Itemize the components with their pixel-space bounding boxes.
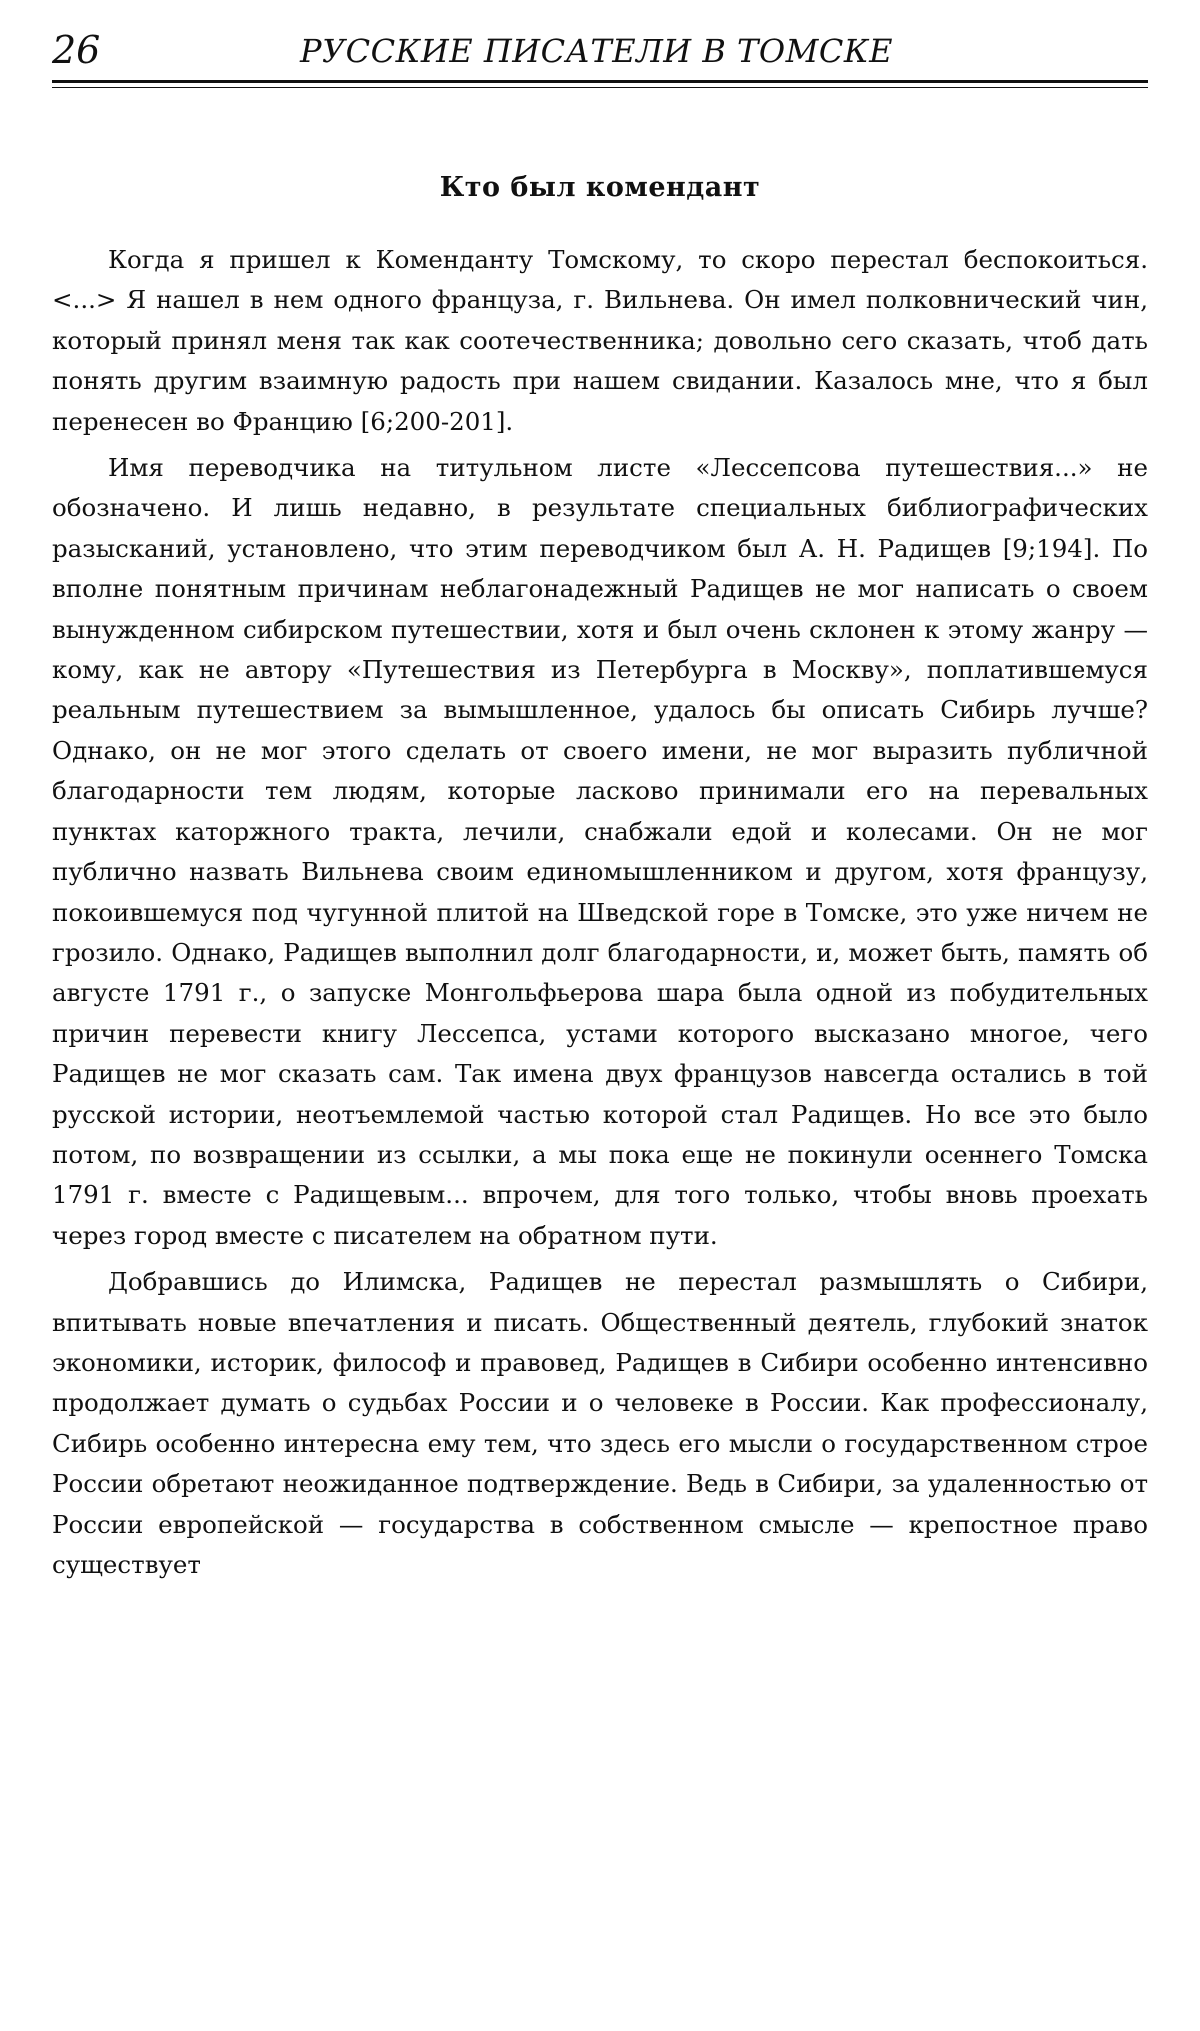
section-title: Кто был комендант bbox=[439, 172, 761, 203]
page-header bbox=[52, 26, 1148, 82]
book-page bbox=[52, 26, 1148, 1585]
paragraph-quote: Когда я пришел к Коменданту Томскому, то скоро перестал беспокоиться. <...> Я нашел в нем одного француза, г. Вильнева. Он имел полковнический чин, который принял меня так как соотечественника; довольно сего сказать, чтоб дать понять другим взаимную радость при нашем свидании. Казалось мне, что я был перенесен во Францию [6;200-201]. bbox=[52, 245, 1148, 436]
paragraph-ilimsk: Добравшись до Илимска, Радищев не перестал размышлять о Сибири, впитывать новые впечатления и писать. Общественный деятель, глубокий знаток экономики, историк, философ и правовед, Радищев в Сибири особенно интенсивно продолжает думать о судьбах России и о человеке в России. Как профессионалу, Сибирь особенно интересна ему тем, что здесь его мысли о государственном строе России обретают неожиданное подтверждение. Ведь в Сибири, за удаленностью от России европейской — государства в собственном смысле — крепостное право существует bbox=[52, 1267, 1148, 1579]
body-text bbox=[52, 240, 1148, 1585]
header-rule-thick bbox=[52, 80, 1148, 83]
header-rule-thin bbox=[52, 87, 1148, 88]
running-title: РУССКИЕ ПИСАТЕЛИ В ТОМСКЕ bbox=[300, 32, 893, 70]
paragraph-translator: Имя переводчика на титульном листе «Лессепсова путешествия...» не обозначено. И лишь недавно, в результате специальных библиографических разысканий, установлено, что этим переводчиком был А. Н. Радищев [9;194]. По вполне понятным причинам неблагонадежный Радищев не мог написать о своем вынужденном сибирском путешествии, хотя и был очень склонен к этому жанру — кому, как не автору «Путешествия из Петербурга в Москву», поплатившемуся реальным путешествием за вымышленное, удалось бы описать Сибирь лучше? Однако, он не мог этого сделать от своего имени, не мог выразить публичной благодарности тем людям, которые ласково принимали его на перевальных пунктах каторжного тракта, лечили, снабжали едой и колесами. Он не мог публично назвать Вильнева своим единомышленником и другом, хотя французу, покоившемуся под чугунной плитой на Шведской горе в Томске, это уже ничем не грозило. Однако, Радищев выполнил долг благодарности, и, может быть, память об августе 1791 г., о запуске Монгольфьерова шара была одной из побудительных причин перевести книгу Лессепса, устами которого высказано многое, чего Радищев не мог сказать сам. Так имена двух французов навсегда остались в той русской истории, неотъемлемой частью которой стал Радищев. Но все это было потом, по возвращении из ссылки, а мы пока еще не покинули осеннего Томска 1791 г. вместе с Радищевым... впрочем, для того только, чтобы вновь проехать через город вместе с писателем на обратном пути. bbox=[52, 453, 1148, 1250]
page-number: 26 bbox=[52, 28, 101, 72]
